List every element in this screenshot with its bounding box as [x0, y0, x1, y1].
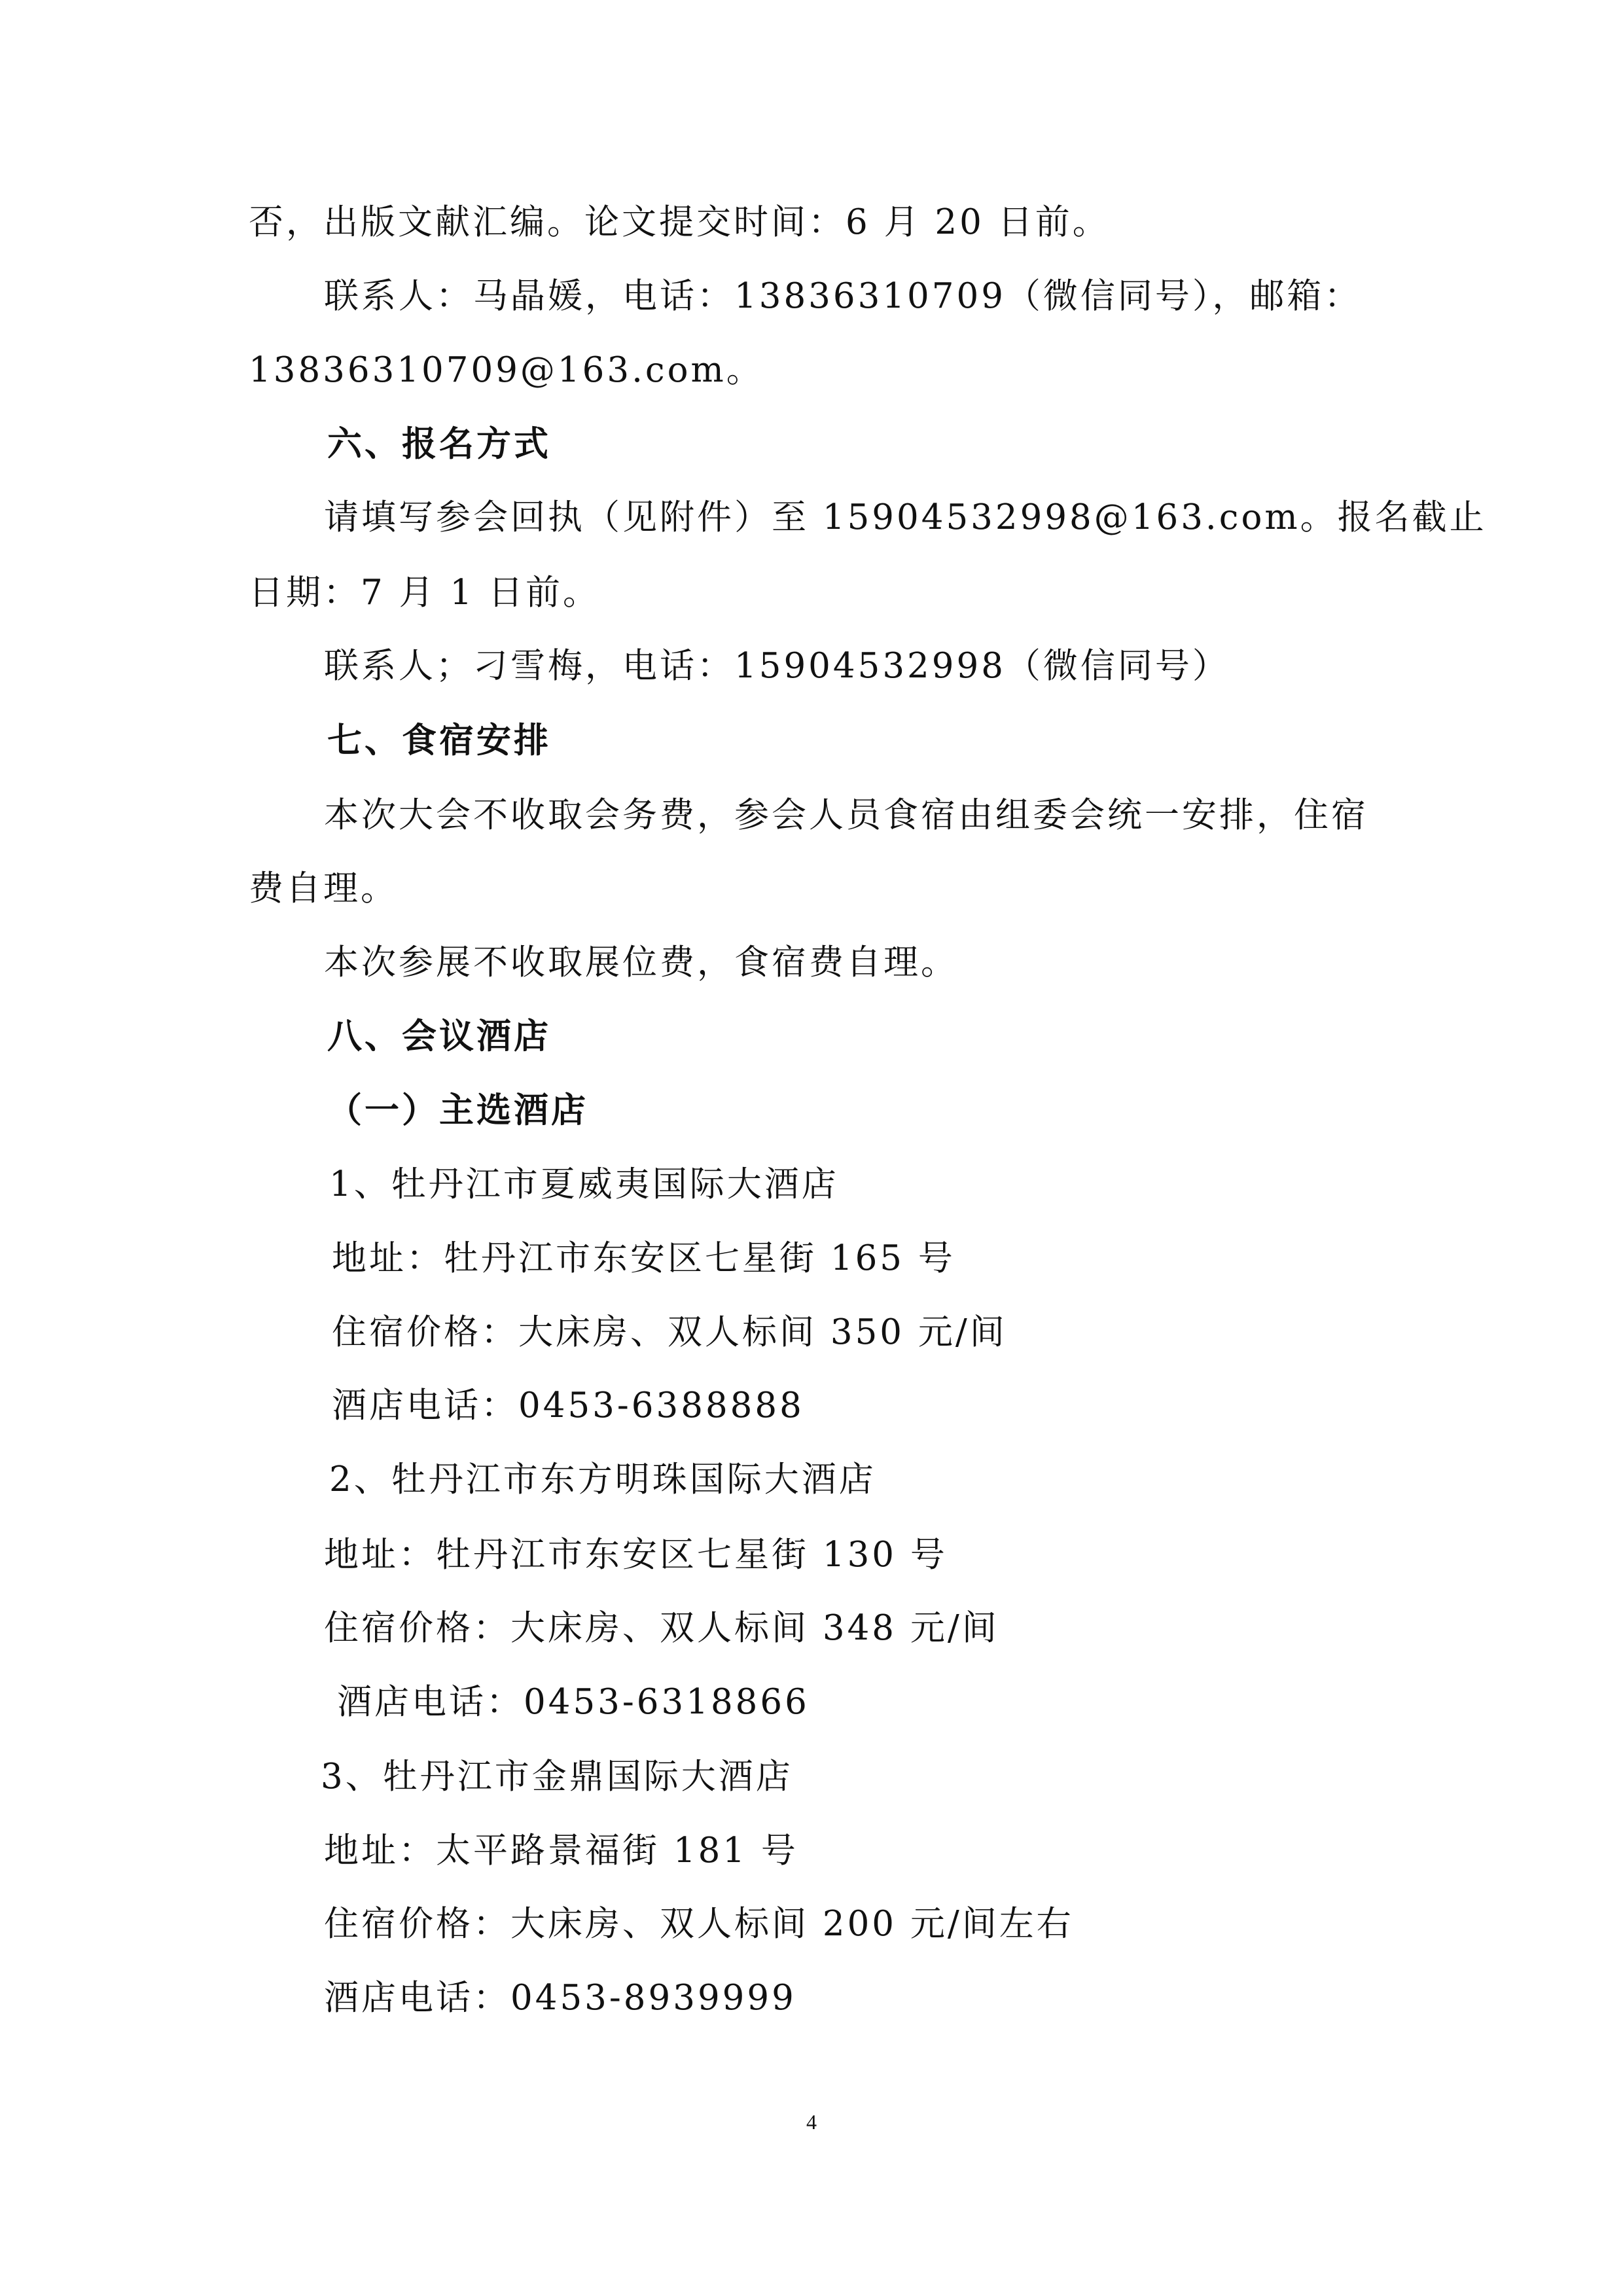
- paragraph-submission-deadline: 否，出版文献汇编。论文提交时间：6 月 20 日前。: [249, 202, 1110, 242]
- registration-deadline: 日期：7 月 1 日前。: [249, 573, 600, 613]
- exhibition-fee-text: 本次参展不收取展位费，食宿费自理。: [324, 942, 958, 982]
- hotel-2-phone: 酒店电话：0453-6318866: [337, 1682, 810, 1722]
- contact-paper-email: 13836310709@163.com。: [249, 350, 764, 390]
- hotel-2-name: 2、牡丹江市东方明珠国际大酒店: [329, 1460, 876, 1499]
- hotel-1-price: 住宿价格：大床房、双人标间 350 元/间: [332, 1312, 1007, 1352]
- accommodation-text-continued: 费自理。: [249, 869, 398, 908]
- hotel-3-address: 地址：太平路景福街 181 号: [324, 1831, 798, 1871]
- hotel-3-phone: 酒店电话：0453-8939999: [324, 1978, 796, 2018]
- hotel-2-address: 地址：牡丹江市东安区七星街 130 号: [324, 1535, 948, 1575]
- subheading-primary-hotels: （一）主选酒店: [327, 1090, 588, 1130]
- registration-instructions: 请填写参会回执（见附件）至 15904532998@163.com。报名截止: [324, 497, 1487, 537]
- page-number: 4: [806, 2110, 817, 2134]
- accommodation-text: 本次大会不收取会务费，参会人员食宿由组委会统一安排，住宿: [324, 795, 1368, 835]
- hotel-2-price: 住宿价格：大床房、双人标间 348 元/间: [324, 1608, 999, 1648]
- section-heading-accommodation: 七、食宿安排: [327, 720, 551, 761]
- hotel-1-phone: 酒店电话：0453-6388888: [332, 1386, 804, 1426]
- contact-paper-line1: 联系人：马晶媛，电话：13836310709（微信同号），邮箱：: [324, 276, 1362, 316]
- hotel-1-address: 地址：牡丹江市东安区七星街 165 号: [332, 1238, 955, 1278]
- section-heading-hotels: 八、会议酒店: [327, 1016, 551, 1056]
- hotel-1-name: 1、牡丹江市夏威夷国际大酒店: [329, 1164, 839, 1204]
- hotel-3-price: 住宿价格：大床房、双人标间 200 元/间左右: [324, 1904, 1074, 1944]
- hotel-3-name: 3、牡丹江市金鼎国际大酒店: [321, 1757, 793, 1797]
- section-heading-registration: 六、报名方式: [327, 423, 551, 464]
- contact-registration: 联系人；刁雪梅，电话：15904532998（微信同号）: [324, 646, 1230, 686]
